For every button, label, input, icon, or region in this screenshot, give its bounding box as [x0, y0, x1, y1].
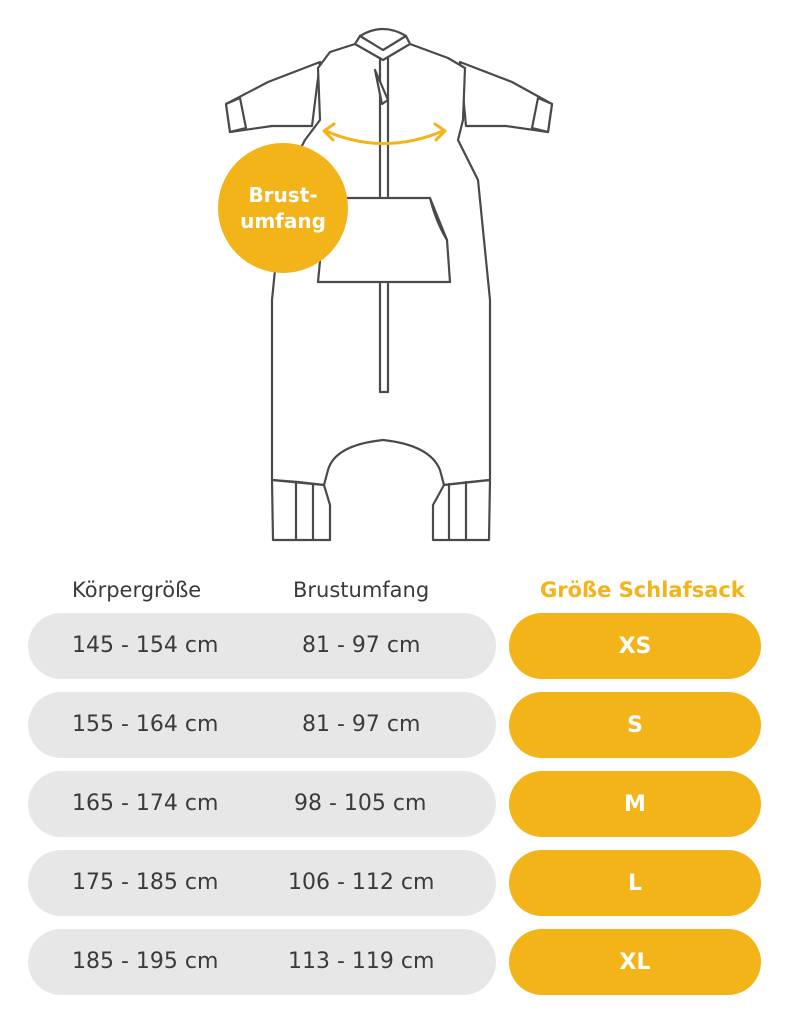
table-row — [28, 771, 496, 837]
chest-value: 113 - 119 cm — [288, 949, 435, 974]
body-height-value: 175 - 185 cm — [72, 870, 219, 895]
size-badge: L — [509, 850, 761, 916]
size-badge: M — [509, 771, 761, 837]
body-height-value: 185 - 195 cm — [72, 949, 219, 974]
body-height-value: 155 - 164 cm — [72, 712, 219, 737]
header-body-height: Körpergröße — [72, 578, 202, 602]
badge-line-2: umfang — [240, 209, 326, 233]
body-height-value: 145 - 154 cm — [72, 633, 219, 658]
table-row — [28, 613, 496, 679]
size-badge: XS — [509, 613, 761, 679]
chest-value: 98 - 105 cm — [294, 791, 427, 816]
header-size: Größe Schlafsack — [540, 578, 745, 602]
chest-badge — [218, 143, 348, 273]
size-badge: XL — [509, 929, 761, 995]
badge-line-1: Brust- — [248, 183, 318, 207]
table-row — [28, 692, 496, 758]
header-chest: Brustumfang — [293, 578, 430, 602]
chest-value: 106 - 112 cm — [288, 870, 435, 895]
body-height-value: 165 - 174 cm — [72, 791, 219, 816]
chest-value: 81 - 97 cm — [302, 712, 421, 737]
size-badge: S — [509, 692, 761, 758]
chest-value: 81 - 97 cm — [302, 633, 421, 658]
table-row — [28, 850, 496, 916]
table-row — [28, 929, 496, 995]
